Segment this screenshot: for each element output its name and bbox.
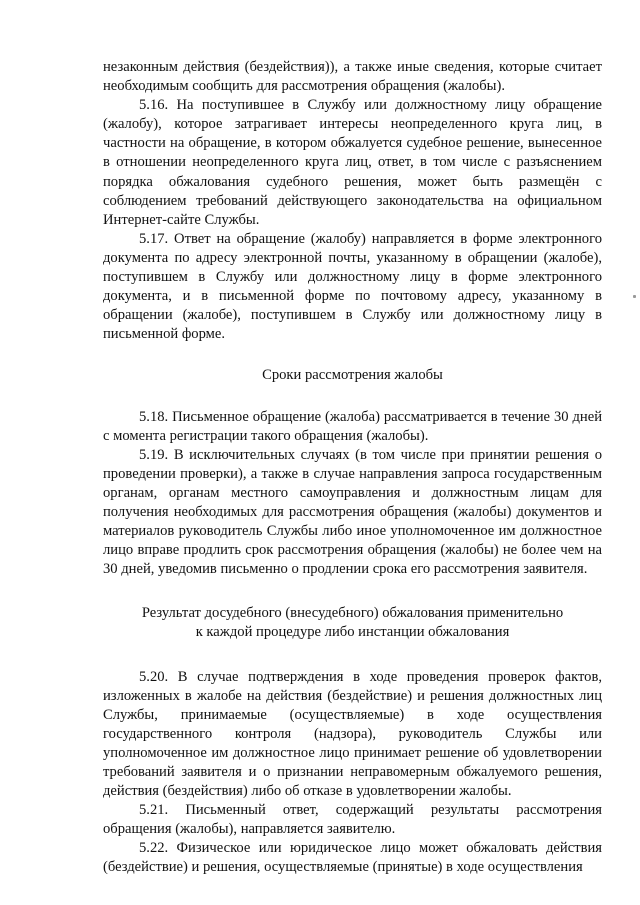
heading-line-1: Результат досудебного (внесудебного) обжалования применительно [141,605,564,622]
section-heading-appeal-result [103,604,602,642]
scan-mark [633,295,636,298]
paragraph-continuation: незаконным действия (бездействия)), а также иные сведения, которые считает необходимым сообщить для рассмотрения обращения (жалобы). [103,59,602,95]
document-body [103,58,602,878]
paragraph-5-22: 5.22. Физическое или юридическое лицо может обжаловать действия (бездействие) и решения, осуществляемые (принятые) в ходе осуществления [103,840,602,876]
paragraph-5-19: 5.19. В исключительных случаях (в том числе при принятии решения о проведении проверки), а также в случае направления запроса государственным органам, органам местного самоуправления и должностным лицам для получения необходимых для рассмотрения обращения (жалобы) документов и материалов руководитель Службы либо иное уполномоченное им должностное лицо вправе продлить срок рассмотрения обращения (жалобы) не более чем на 30 дней, уведомив письменно о продлении срока его рассмотрения заявителя. [103,446,602,578]
section-heading-complaint-terms: Сроки рассмотрения жалобы [262,367,443,384]
paragraph-5-20: 5.20. В случае подтверждения в ходе проведения проверок фактов, изложенных в жалобе на действия (бездействие) и решения должностных лиц Службы, принимаемые (осуществляемые) в ходе осуществления государственного контроля (надзора), руководитель Службы или уполномоченное им должностное лицо принимает решение об удовлетворении требований заявителя и о признании неправомерным обжалуемого решения, действия (бездействия) либо об отказе в удовлетворении жалобы. [103,668,602,800]
paragraph-5-17: 5.17. Ответ на обращение (жалобу) направляется в форме электронного документа по адресу электронной почты, указанному в обращении (жалобе), поступившем в Службу или должностному лицу в форме электронного документа, и в письменной форме по почтовому адресу, указанному в обращении (жалобе), поступившем в Службу или должностному лицу в письменной форме. [103,230,602,343]
paragraph-5-21: 5.21. Письменный ответ, содержащий результаты рассмотрения обращения (жалобы), направляется заявителю. [103,802,602,838]
paragraph-5-16: 5.16. На поступившее в Службу или должностному лицу обращение (жалобу), которое затрагивает интересы неопределенного круга лиц, в частности на обращение, в котором обжалуется судебное решение, вынесенное в отношении неопределенного круга лиц, ответ, в том числе с разъяснением порядка обжалования судебного решения, может быть размещён с соблюдением требований действующего законодательства на официальном Интернет-сайте Службы. [103,97,602,228]
heading-line-2: к каждой процедуре либо инстанции обжалования [195,624,510,641]
paragraph-5-18: 5.18. Письменное обращение (жалоба) рассматривается в течение 30 дней с момента регистрации такого обращения (жалобы). [103,408,602,444]
